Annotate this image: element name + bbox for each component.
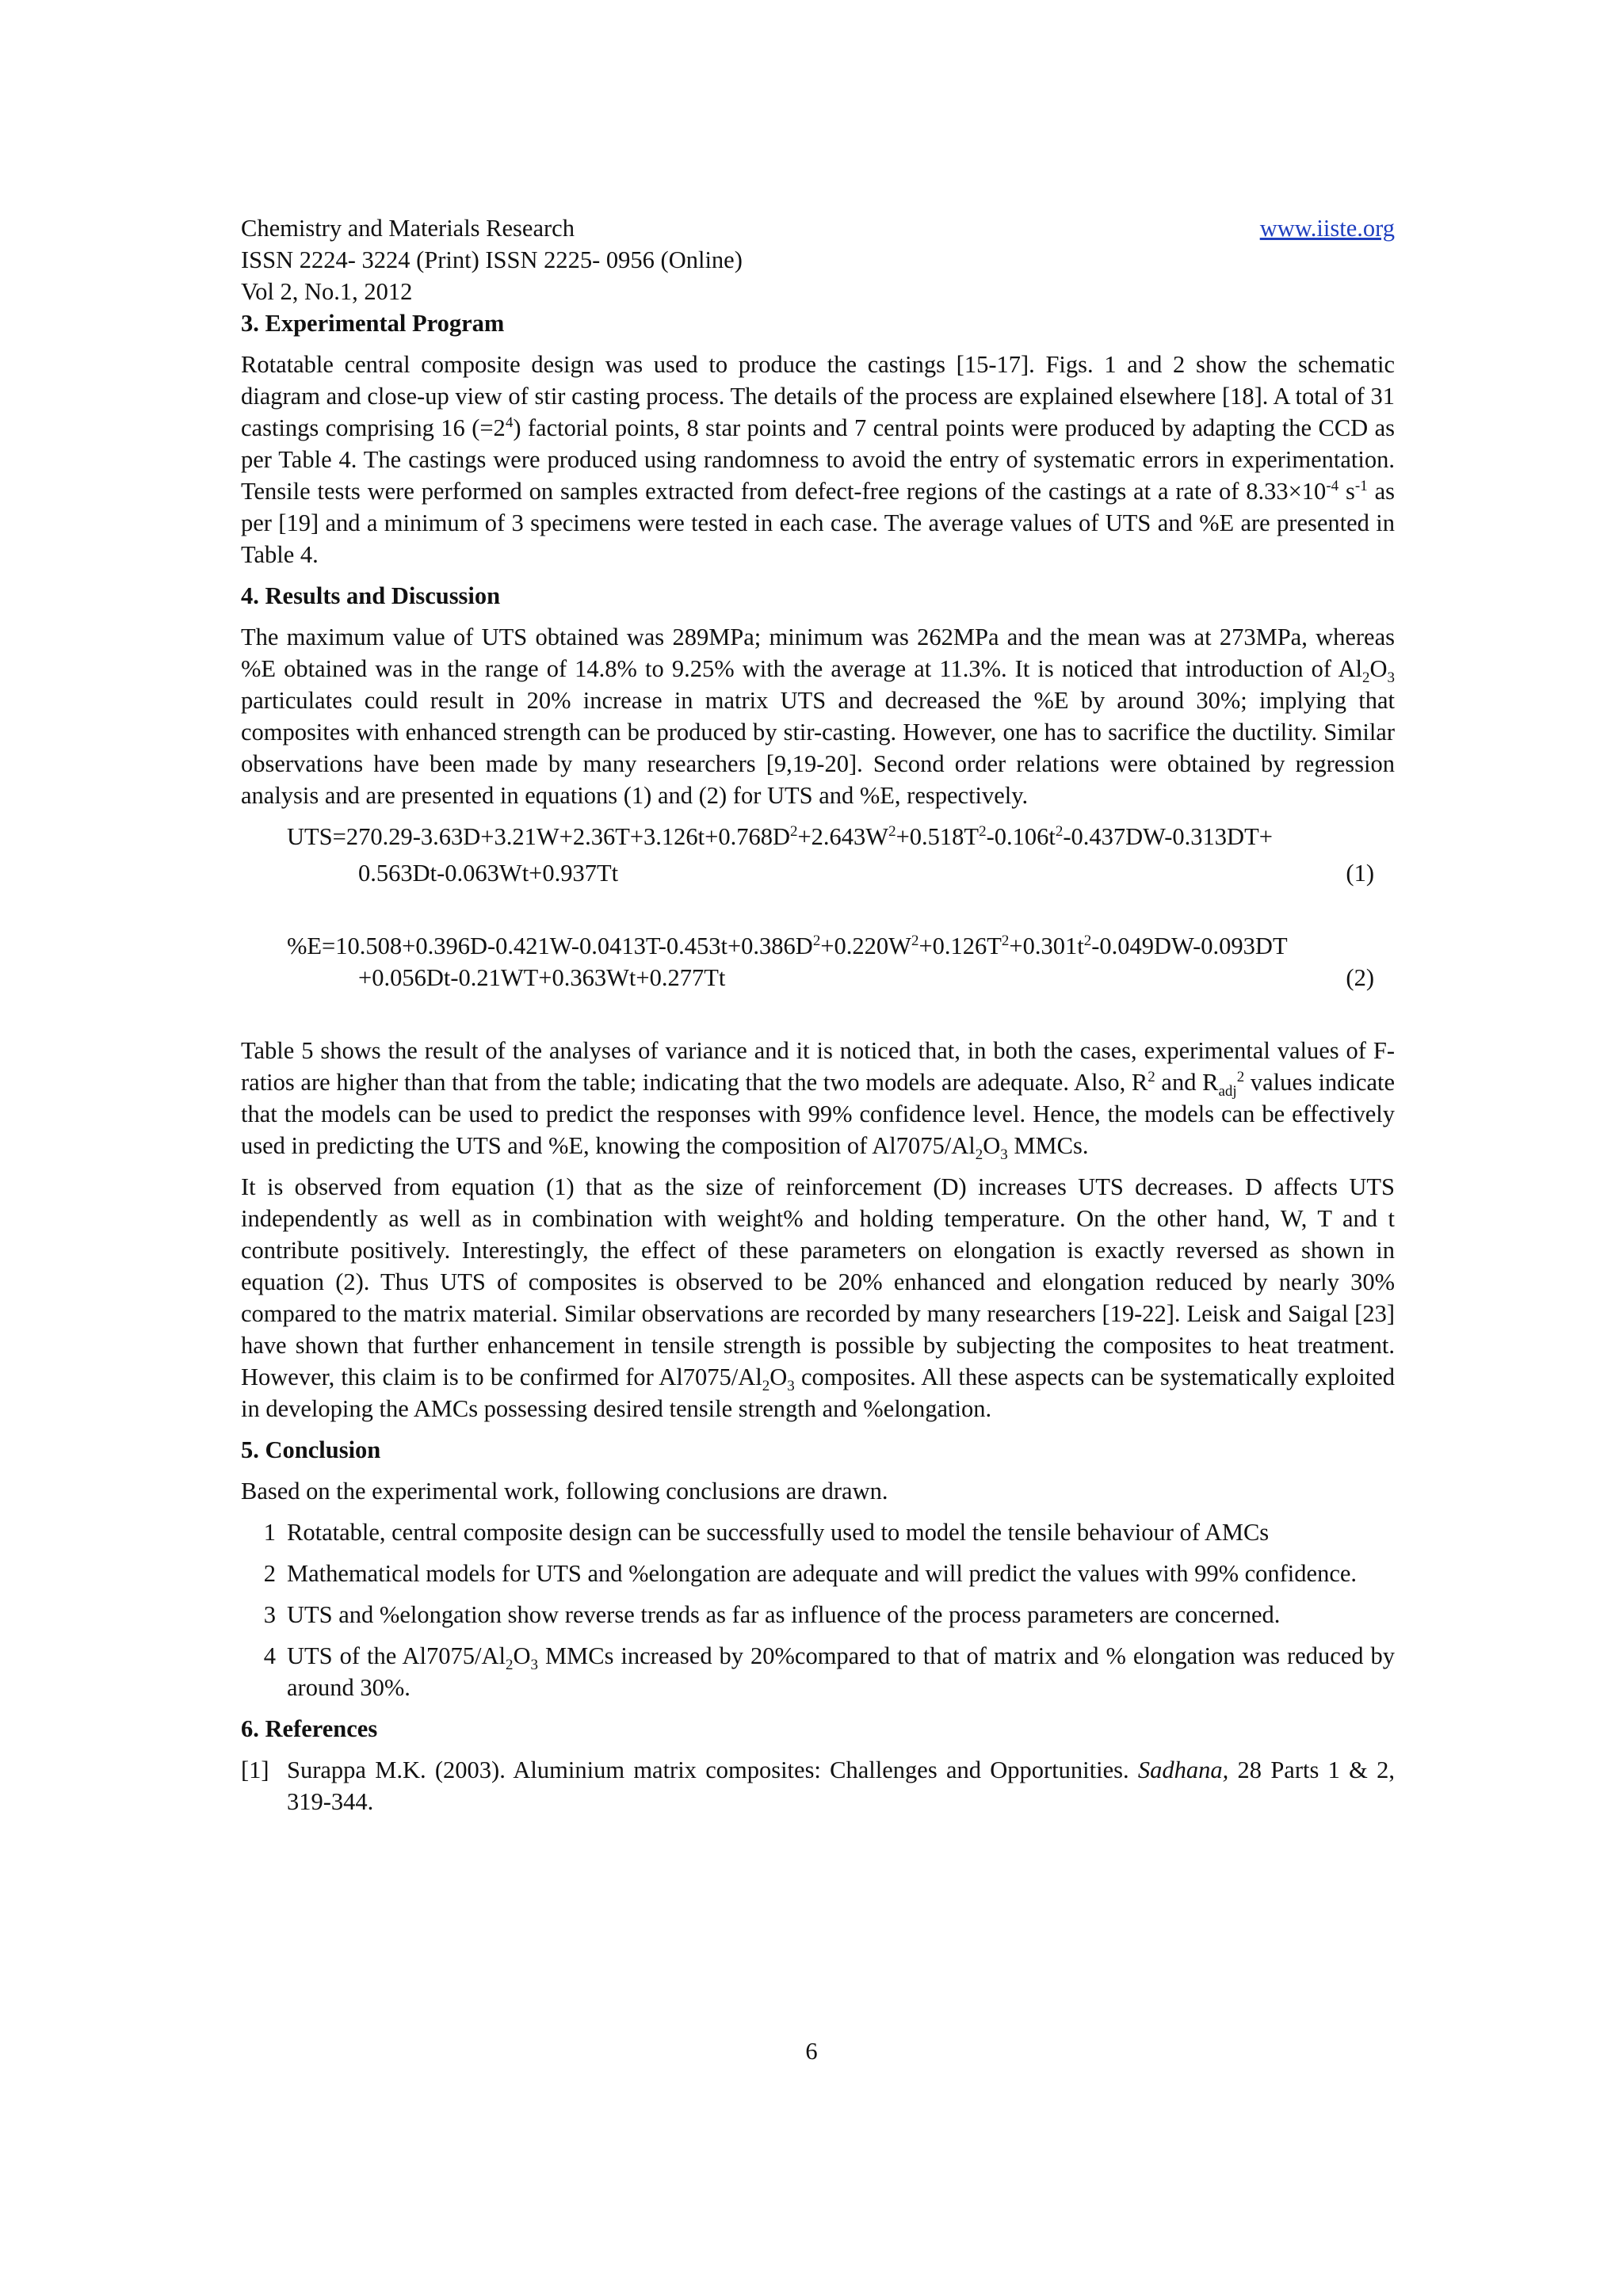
equation-1-number: (1) bbox=[1346, 860, 1374, 887]
equation-2-number: (2) bbox=[1346, 964, 1374, 991]
page-number: 6 bbox=[805, 2038, 818, 2065]
website-link[interactable]: www.iiste.org bbox=[1259, 215, 1395, 242]
equation-2-line-1: $\%E=10.508+0.396D-0.421W-0.0413T-0.453t+0.386D^2+0.220W^2+0.126T^2+0.301t^2-0.049DW-0.093DT$ bbox=[287, 932, 1288, 959]
paper-page bbox=[241, 212, 1395, 1817]
conclusion-intro: Based on the experimental work, following conclusions are drawn. bbox=[241, 1478, 888, 1505]
section-6-heading: 6. References bbox=[241, 1715, 378, 1742]
equation-1-line-1: $UTS=270.29-3.63D+3.21W+2.36T+3.126t+0.768D^2+2.643W^2+0.518T^2-0.106t^2-0.437DW-0.313DT+$ bbox=[287, 822, 1273, 850]
section-4-heading: 4. Results and Discussion bbox=[241, 582, 501, 609]
experimental-program-paragraph: Rotatable central composite design was used to produce the castings [15-17]. Figs. 1 and 2 show the schematic diagram and close-up view of stir casting process. The details of the process are explained elsewhere [18]. A total of 31 castings comprising 16 $(=2^4)$ factorial points, 8 star points and 7 central points were produced by adapting the CCD as per Table 4. The castings were produced using randomness to avoid the entry of systematic errors in experimentation. Tensile tests were performed on samples extracted from defect-free regions of the castings at a rate of $8.33\times 10^{-4}$ $s^{-1}$ as per [19] and a minimum of 3 specimens were tested in each case. The average values of UTS and %E are presented in Table 4. bbox=[241, 351, 1395, 568]
running-header bbox=[241, 212, 1395, 244]
issn-line: ISSN 2224- 3224 (Print) ISSN 2225- 0956 (Online) bbox=[241, 246, 743, 273]
conclusion-list bbox=[241, 1516, 1395, 1703]
list-item: 1 Rotatable, central composite design can be successfully used to model the tensile behaviour of AMCs bbox=[263, 1519, 1270, 1546]
anova-paragraph: Table 5 shows the result of the analyses of variance and it is noticed that, in both the cases, experimental values of F-ratios are higher than that from the table; indicating that the two models are adequate. Also, $R^2$ and $R_{adj}^2$ values indicate that the models can be used to predict the responses with 99% confidence level. Hence, the models can be effectively used in predicting the UTS and %E, knowing the composition of $Al7075/Al_2O_3$ MMCs. bbox=[241, 1037, 1395, 1164]
volume-line: Vol 2, No.1, 2012 bbox=[241, 278, 413, 305]
equation-2-line-2: +0.056Dt-0.21WT+0.363Wt+0.277Tt (2) bbox=[241, 962, 1395, 994]
discussion-paragraph: It is observed from equation (1) that as the size of reinforcement (D) increases UTS decreases. D affects UTS independently as well as in combination with weight% and holding temperature. On the other hand, W, T and t contribute positively. Interestingly, the effect of these parameters on elongation is exactly reversed as shown in equation (2). Thus UTS of composites is observed to be 20% enhanced and elongation reduced by nearly 30% compared to the matrix material. Similar observations are recorded by many researchers [19-22]. Leisk and Saigal [23] have shown that further enhancement in tensile strength is possible by subjecting the composites to heat treatment. However, this claim is to be confirmed for $Al7075/Al_2O_3$ composites. All these aspects can be systematically exploited in developing the AMCs possessing desired tensile strength and %elongation. bbox=[241, 1173, 1395, 1422]
section-5-heading: 5. Conclusion bbox=[241, 1436, 381, 1463]
list-item: 2 Mathematical models for UTS and %elongation are adequate and will predict the values with 99% confidence. bbox=[263, 1560, 1358, 1587]
list-item: 3 UTS and %elongation show reverse trends as far as influence of the process parameters are concerned. bbox=[263, 1601, 1281, 1628]
list-item: 4 UTS of the $Al7075/Al_2O_3$ MMCs increased by 20%compared to that of matrix and % elongation was reduced by around 30%. bbox=[263, 1642, 1395, 1701]
journal-name: Chemistry and Materials Research bbox=[241, 215, 575, 242]
section-3-heading: 3. Experimental Program bbox=[241, 310, 505, 337]
reference-1: [1] Surappa M.K. (2003). Aluminium matrix composites: Challenges and Opportunities. Sadhana, 28 Parts 1 & 2, 319-344. bbox=[241, 1756, 1395, 1815]
equation-1 bbox=[241, 821, 1395, 889]
equation-1-line-2: 0.563Dt-0.063Wt+0.937Tt (1) bbox=[241, 857, 1395, 889]
results-paragraph: The maximum value of UTS obtained was 289MPa; minimum was 262MPa and the mean was at 273MPa, whereas %E obtained was in the range of 14.8% to 9.25% with the average at 11.3%. It is noticed that introduction of $Al_2O_3$ particulates could result in 20% increase in matrix UTS and decreased the %E by around 30%; implying that composites with enhanced strength can be produced by stir-casting. However, one has to sacrifice the ductility. Similar observations have been made by many researchers [9,19-20]. Second order relations were obtained by regression analysis and are presented in equations (1) and (2) for UTS and %E, respectively. bbox=[241, 624, 1395, 809]
equation-2 bbox=[241, 930, 1395, 994]
